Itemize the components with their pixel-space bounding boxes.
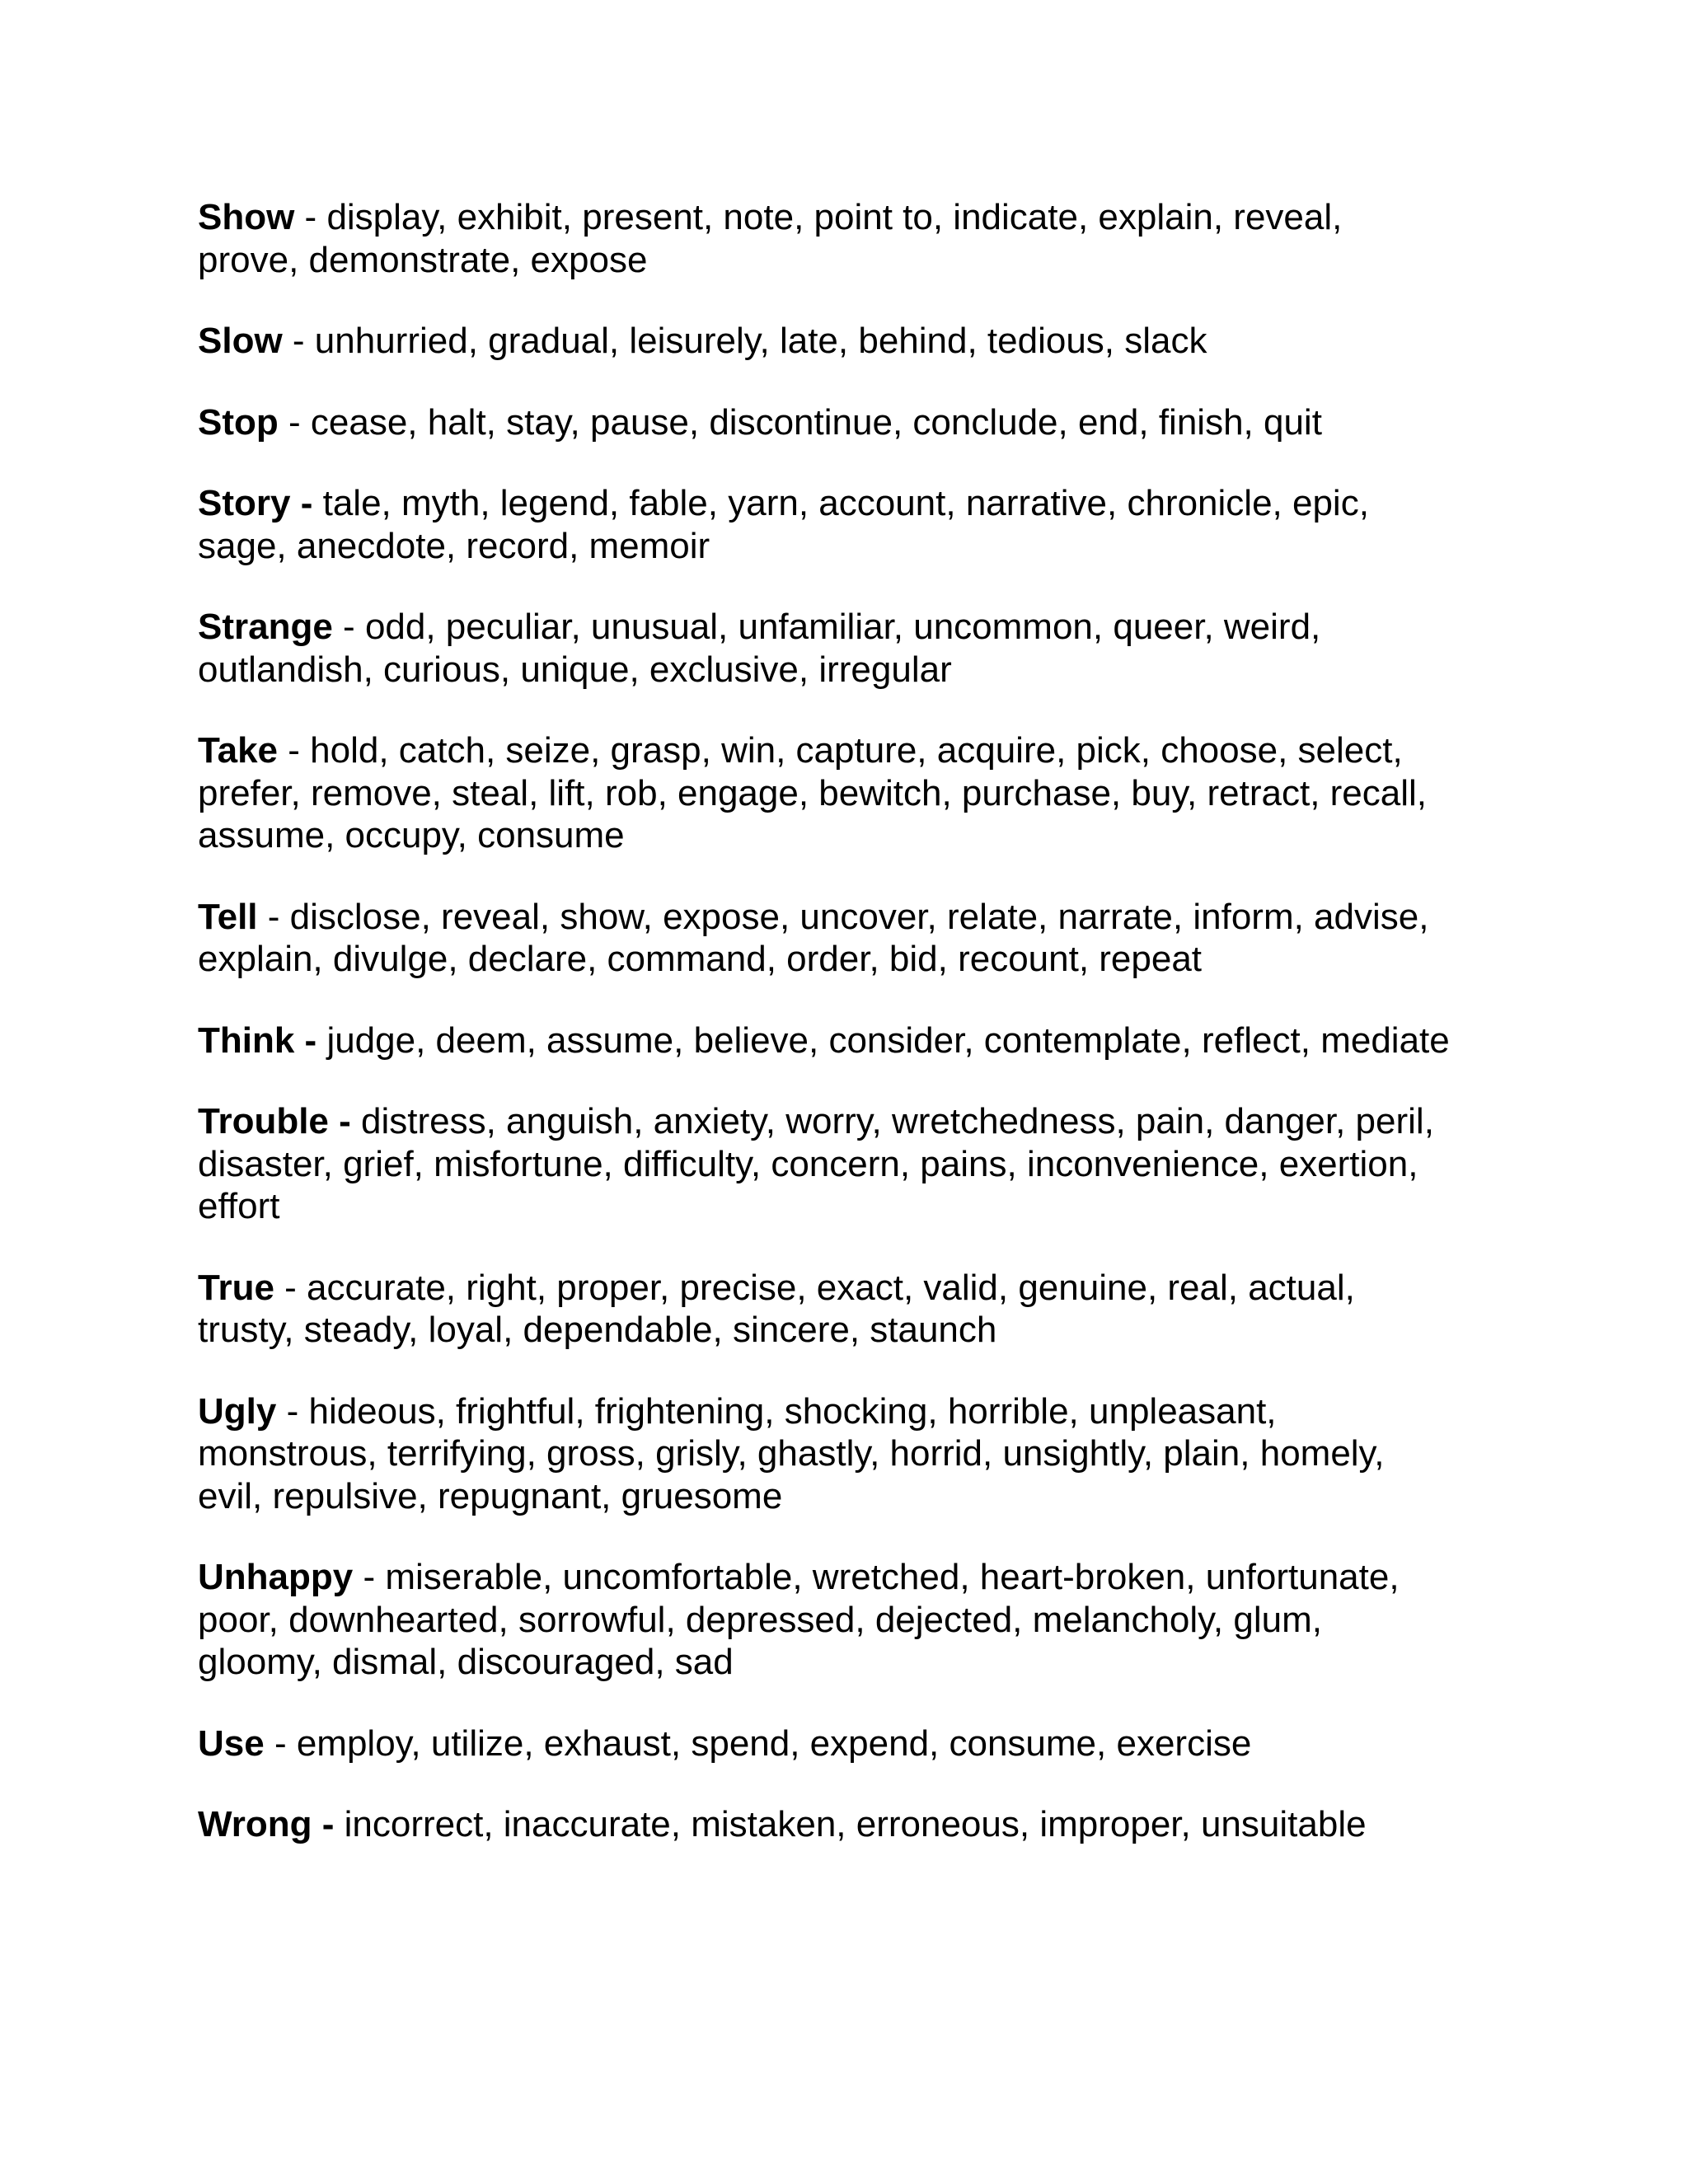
- entry-stop: [198, 401, 1550, 444]
- entry-wrong: [198, 1803, 1550, 1846]
- entry-show: [198, 196, 1550, 281]
- entry-term: Story -: [198, 483, 313, 523]
- entry-definition: disclose, reveal, show, expose, uncover, relate, narrate, inform, advise, explain, divulge, declare, command, order, bid, recount, repeat: [198, 896, 1429, 979]
- entry-separator: [334, 1804, 344, 1844]
- entry-tell: [198, 896, 1550, 981]
- entry-definition: employ, utilize, exhaust, spend, expend, consume, exercise: [296, 1722, 1252, 1764]
- synonym-list: [198, 196, 1550, 1885]
- entry-story: [198, 482, 1550, 567]
- entry-term: Tell: [198, 896, 258, 937]
- entry-term: Stop: [198, 401, 279, 443]
- entry-term: Ugly: [198, 1390, 277, 1432]
- entry-separator: [351, 1101, 361, 1141]
- entry-definition: judge, deem, assume, believe, consider, contemplate, reflect, mediate: [326, 1019, 1450, 1061]
- entry-definition: display, exhibit, present, note, point to, indicate, explain, reveal, prove, demonstrate, expose: [198, 197, 1343, 280]
- entry-definition: tale, myth, legend, fable, yarn, account, narrative, chronicle, epic, sage, anecdote, record, memoir: [198, 483, 1369, 566]
- entry-separator: -: [274, 1267, 307, 1308]
- entry-definition: miserable, uncomfortable, wretched, heart-broken, unfortunate, poor, downhearted, sorrowful, depressed, dejected, melancholy, glum, gloomy, dismal, discouraged, sad: [198, 1557, 1400, 1682]
- entry-separator: [312, 483, 322, 523]
- entry-definition: cease, halt, stay, pause, discontinue, conclude, end, finish, quit: [310, 401, 1322, 443]
- entry-separator: [316, 1020, 326, 1061]
- entry-term: Strange: [198, 607, 333, 647]
- entry-think: [198, 1019, 1550, 1062]
- entry-separator: -: [264, 1722, 297, 1764]
- entry-term: True: [198, 1267, 274, 1308]
- entry-separator: -: [353, 1557, 386, 1597]
- entry-definition: hideous, frightful, frightening, shocking, horrible, unpleasant, monstrous, terrifying, gross, grisly, ghastly, horrid, unsightly, plain, homely, evil, repulsive, repugnant, gruesome: [198, 1390, 1385, 1516]
- entry-definition: odd, peculiar, unusual, unfamiliar, uncommon, queer, weird, outlandish, curious, unique, exclusive, irregular: [198, 607, 1321, 690]
- entry-separator: -: [294, 197, 327, 237]
- entry-trouble: [198, 1100, 1550, 1228]
- entry-term: Unhappy: [198, 1557, 354, 1597]
- entry-use: [198, 1722, 1550, 1765]
- entry-term: Show: [198, 197, 295, 237]
- entry-separator: -: [282, 321, 315, 361]
- entry-term: Slow: [198, 321, 283, 361]
- entry-separator: -: [332, 607, 365, 647]
- entry-true: [198, 1267, 1550, 1352]
- entry-term: Trouble -: [198, 1101, 351, 1141]
- entry-slow: [198, 320, 1550, 363]
- entry-unhappy: [198, 1556, 1550, 1684]
- entry-term: Use: [198, 1722, 265, 1764]
- entry-definition: incorrect, inaccurate, mistaken, erroneous, improper, unsuitable: [344, 1804, 1367, 1844]
- entry-definition: accurate, right, proper, precise, exact, valid, genuine, real, actual, trusty, steady, loyal, dependable, sincere, staunch: [198, 1267, 1355, 1350]
- entry-definition: hold, catch, seize, grasp, win, capture, acquire, pick, choose, select, prefer, remove, steal, lift, rob, engage, bewitch, purchase, buy, retract, recall, assume, occupy, consume: [198, 730, 1428, 855]
- entry-ugly: [198, 1390, 1550, 1518]
- entry-separator: -: [278, 401, 311, 443]
- entry-term: Wrong -: [198, 1804, 335, 1844]
- entry-take: [198, 729, 1550, 857]
- entry-separator: -: [257, 896, 290, 937]
- entry-definition: distress, anguish, anxiety, worry, wretchedness, pain, danger, peril, disaster, grief, misfortune, difficulty, concern, pains, inconvenience, exertion, effort: [198, 1101, 1434, 1226]
- entry-strange: [198, 606, 1550, 691]
- entry-term: Take: [198, 730, 279, 771]
- entry-definition: unhurried, gradual, leisurely, late, behind, tedious, slack: [314, 321, 1207, 361]
- entry-term: Think -: [198, 1019, 317, 1061]
- entry-separator: -: [278, 730, 311, 771]
- entry-separator: -: [276, 1390, 309, 1432]
